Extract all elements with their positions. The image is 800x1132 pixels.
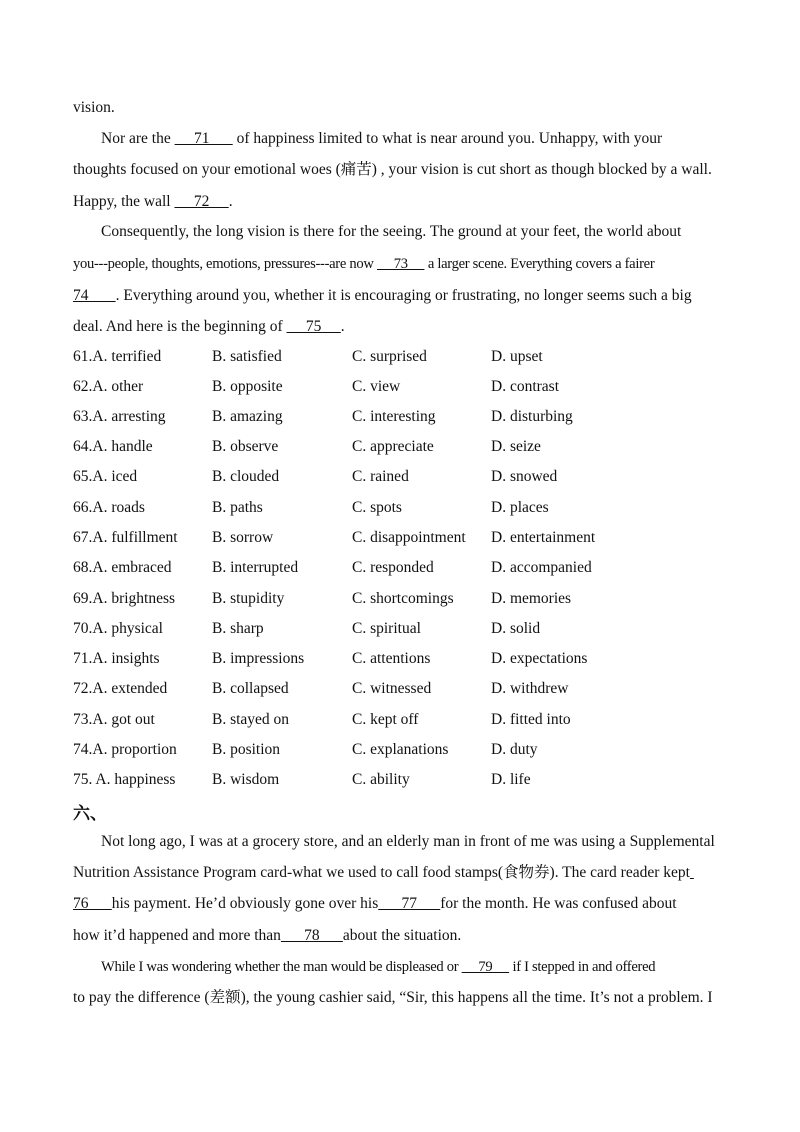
blank-76: 76: [73, 895, 89, 912]
option-d: D. duty: [491, 741, 538, 758]
option-a: 68.A. embraced: [73, 559, 172, 576]
option-c: C. responded: [352, 559, 434, 576]
blank-77: 77: [378, 895, 441, 912]
option-b: B. satisfied: [212, 348, 282, 365]
passage2-line: how it’d happened and more than 78 about the situation.: [73, 927, 462, 944]
option-c: C. witnessed: [352, 680, 432, 697]
option-b: B. stupidity: [212, 590, 285, 607]
option-a: 61.A. terrified: [73, 348, 162, 365]
option-c: C. explanations: [352, 741, 449, 758]
passage2-line: to pay the difference (差额), the young cashier said, “Sir, this happens all the time. It’s not a problem. I: [73, 989, 713, 1006]
option-d: D. solid: [491, 620, 541, 637]
passage1-line: Happy, the wall 72 .: [73, 193, 233, 210]
passage1-line: vision.: [73, 99, 115, 116]
blank-73: 73: [376, 256, 425, 272]
passage1-line: deal. And here is the beginning of 75 .: [73, 318, 345, 335]
option-a: 73.A. got out: [73, 711, 155, 728]
blank-76-start: [690, 864, 694, 881]
passage2-line: While I was wondering whether the man would be displeased or 79 if I stepped in and offered: [101, 959, 656, 975]
option-d: D. snowed: [491, 468, 558, 485]
option-d: D. life: [491, 771, 531, 788]
option-d: D. disturbing: [491, 408, 573, 425]
option-c: C. shortcomings: [352, 590, 454, 607]
option-c: C. attentions: [352, 650, 431, 667]
option-d: D. places: [491, 499, 549, 516]
option-a: 70.A. physical: [73, 620, 163, 637]
option-c: C. rained: [352, 468, 409, 485]
option-b: B. observe: [212, 438, 279, 455]
option-d: D. contrast: [491, 378, 560, 395]
option-a: 75. A. happiness: [73, 771, 176, 788]
option-b: B. position: [212, 741, 281, 758]
option-b: B. impressions: [212, 650, 305, 667]
option-b: B. clouded: [212, 468, 280, 485]
option-d: D. upset: [491, 348, 543, 365]
option-b: B. sharp: [212, 620, 264, 637]
blank-71: 71: [174, 130, 233, 147]
passage1-line: thoughts focused on your emotional woes (痛苦) , your vision is cut short as though blocked by a wall.: [73, 161, 712, 178]
option-a: 71.A. insights: [73, 650, 160, 667]
option-a: 72.A. extended: [73, 680, 168, 697]
option-b: B. paths: [212, 499, 263, 516]
option-c: C. disappointment: [352, 529, 466, 546]
option-d: D. accompanied: [491, 559, 592, 576]
option-d: D. memories: [491, 590, 572, 607]
passage2-line: Nutrition Assistance Program card-what we used to call food stamps(食物券). The card reader kept: [73, 863, 694, 883]
option-c: C. ability: [352, 771, 410, 788]
option-c: C. spiritual: [352, 620, 421, 637]
option-c: C. spots: [352, 499, 402, 516]
option-d: D. entertainment: [491, 529, 596, 546]
option-c: C. view: [352, 378, 401, 395]
option-a: 62.A. other: [73, 378, 144, 395]
option-c: C. kept off: [352, 711, 419, 728]
option-c: C. surprised: [352, 348, 427, 365]
option-a: 66.A. roads: [73, 499, 145, 516]
option-b: B. collapsed: [212, 680, 289, 697]
option-b: B. wisdom: [212, 771, 280, 788]
passage1-line: you---people, thoughts, emotions, pressures---are now 73 a larger scene. Everything covers a fairer: [73, 256, 655, 272]
option-d: D. seize: [491, 438, 541, 455]
option-b: B. opposite: [212, 378, 283, 395]
passage1-line: Consequently, the long vision is there for the seeing. The ground at your feet, the world about: [101, 223, 682, 240]
section-heading: 六、: [73, 804, 107, 824]
option-b: B. stayed on: [212, 711, 290, 728]
option-b: B. sorrow: [212, 529, 274, 546]
option-a: 69.A. brightness: [73, 590, 176, 607]
passage1-line: Nor are the 71 of happiness limited to what is near around you. Unhappy, with your: [101, 130, 663, 147]
option-c: C. appreciate: [352, 438, 434, 455]
blank-79: 79: [461, 959, 510, 975]
blank-75: 75: [286, 318, 341, 335]
passage2-line: 76 his payment. He’d obviously gone over his 77 for the month. He was confused about: [73, 895, 677, 912]
option-c: C. interesting: [352, 408, 436, 425]
option-a: 64.A. handle: [73, 438, 153, 455]
option-a: 74.A. proportion: [73, 741, 177, 758]
blank-78: 78: [280, 927, 343, 944]
option-a: 63.A. arresting: [73, 408, 166, 425]
option-b: B. amazing: [212, 408, 283, 425]
blank-74: 74: [73, 287, 89, 304]
option-a: 65.A. iced: [73, 468, 138, 485]
option-d: D. expectations: [491, 650, 588, 667]
passage1-line: 74 . Everything around you, whether it is encouraging or frustrating, no longer seems such a big: [73, 287, 692, 304]
blank-72: 72: [174, 193, 229, 210]
option-d: D. fitted into: [491, 711, 571, 728]
option-d: D. withdrew: [491, 680, 569, 697]
option-a: 67.A. fulfillment: [73, 529, 178, 546]
passage2-line: Not long ago, I was at a grocery store, and an elderly man in front of me was using a Supplemental: [101, 833, 715, 850]
option-b: B. interrupted: [212, 559, 299, 576]
